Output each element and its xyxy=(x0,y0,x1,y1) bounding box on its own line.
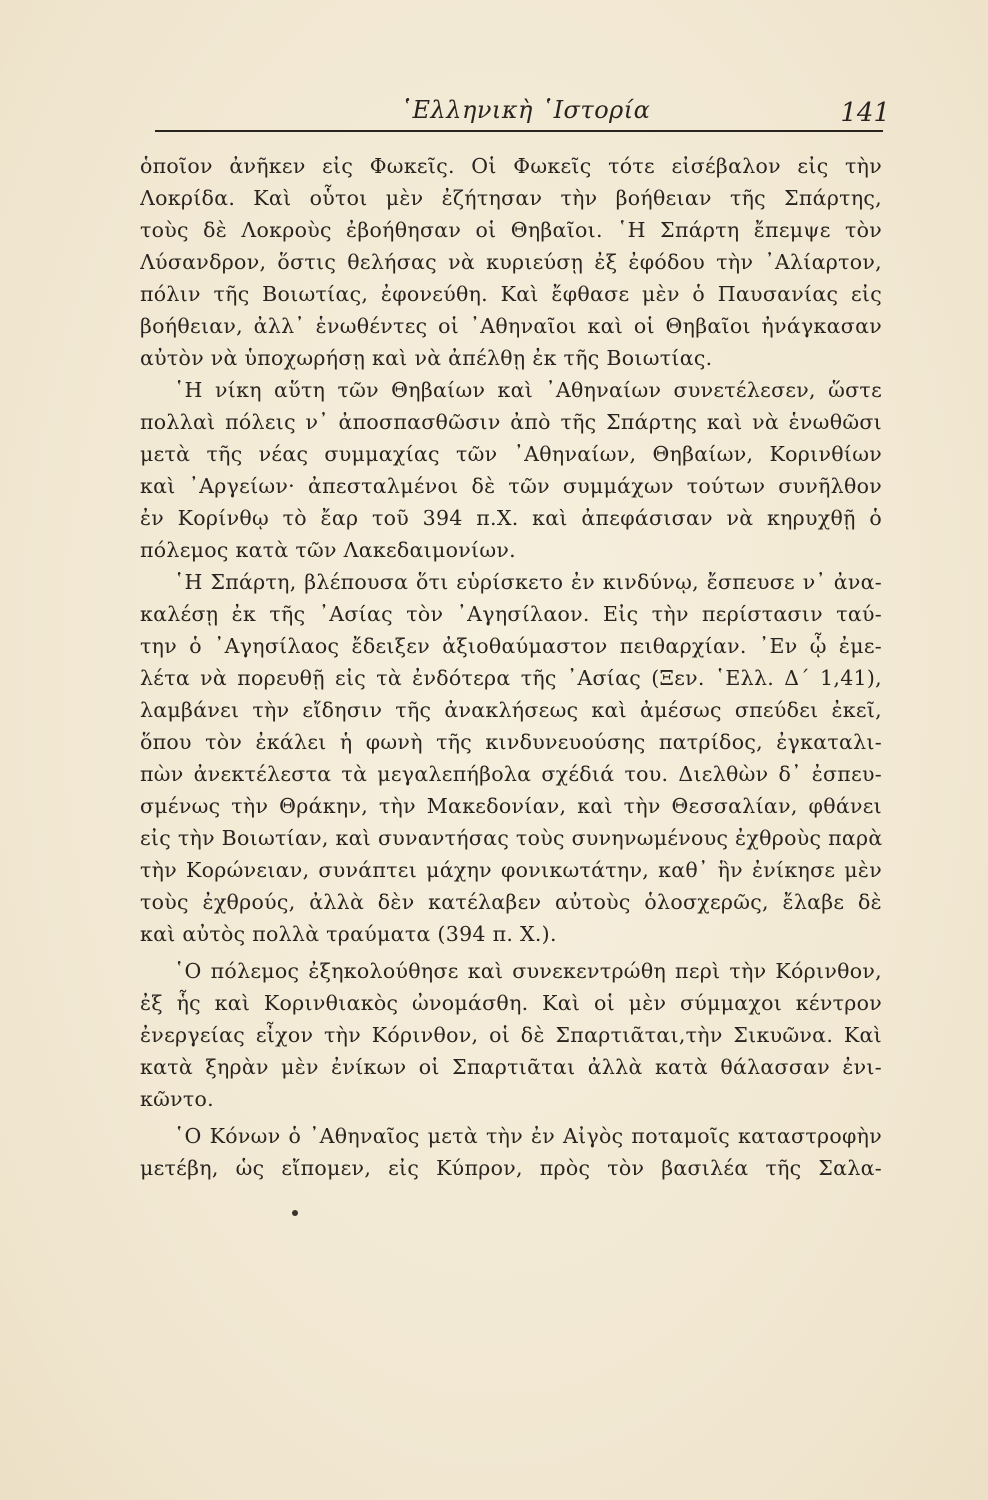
text-line: αὐτὸν νὰ ὑποχωρήσῃ καὶ νὰ ἀπέλθῃ ἐκ τῆς Βοιωτίας. xyxy=(140,346,713,370)
text-line: κατὰ ξηρὰν μὲν ἐνίκων οἱ Σπαρτιᾶται ἀλλὰ κατὰ θάλασσαν ἐνι- xyxy=(140,1055,882,1079)
body-text xyxy=(140,150,882,1184)
text-line: μετέβη, ὡς εἴπομεν, εἰς Κύπρον, πρὸς τὸν βασιλέα τῆς Σαλα- xyxy=(140,1156,882,1180)
text-line: μετὰ τῆς νέας συμμαχίας τῶν ᾿Αθηναίων, Θηβαίων, Κορινθίων xyxy=(140,442,882,466)
running-title: ῾Ελληνικὴ ῾Ιστορία xyxy=(400,96,651,124)
text-line: ὅπου τὸν ἐκάλει ἡ φωνὴ τῆς κινδυνευούσης πατρίδος, ἐγκαταλι- xyxy=(140,730,882,754)
text-line: πολλαὶ πόλεις ν᾿ ἀποσπασθῶσιν ἀπὸ τῆς Σπάρτης καὶ νὰ ἑνωθῶσι xyxy=(140,410,882,434)
ink-dot xyxy=(292,1210,298,1216)
paragraph-start: ῾Η νίκη αὕτη τῶν Θηβαίων καὶ ᾿Αθηναίων συνετέλεσεν, ὥστε xyxy=(174,378,882,402)
text-line: εἰς τὴν Βοιωτίαν, καὶ συναντήσας τοὺς συνηνωμένους ἐχθροὺς παρὰ xyxy=(140,826,882,850)
paragraph-start: ῾Ο Κόνων ὁ ᾿Αθηναῖος μετὰ τὴν ἐν Αἰγὸς ποταμοῖς καταστροφὴν xyxy=(174,1124,882,1148)
text-line: σμένως τὴν Θράκην, τὴν Μακεδονίαν, καὶ τὴν Θεσσαλίαν, φθάνει xyxy=(140,794,882,818)
text-line: καὶ ᾿Αργείων· ἀπεσταλμένοι δὲ τῶν συμμάχων τούτων συνῆλθον xyxy=(140,474,882,498)
text-line: τὴν Κορώνειαν, συνάπτει μάχην φονικωτάτην, καθ᾿ ἣν ἐνίκησε μὲν xyxy=(140,858,882,882)
text-line: κῶντο. xyxy=(140,1087,214,1111)
text-line: Λοκρίδα. Καὶ οὗτοι μὲν ἐζήτησαν τὴν βοήθειαν τῆς Σπάρτης, xyxy=(140,186,882,210)
text-line: ἐνεργείας εἶχον τὴν Κόρινθον, οἱ δὲ Σπαρτιᾶται,τὴν Σικυῶνα. Καὶ xyxy=(140,1023,882,1047)
text-line: πόλιν τῆς Βοιωτίας, ἐφονεύθη. Καὶ ἔφθασε μὲν ὁ Παυσανίας εἰς xyxy=(140,282,882,306)
paragraph-start: ῾Ο πόλεμος ἐξηκολούθησε καὶ συνεκεντρώθη περὶ τὴν Κόρινθον, xyxy=(174,959,882,983)
text-line: ἐξ ἧς καὶ Κορινθιακὸς ὠνομάσθη. Καὶ οἱ μὲν σύμμαχοι κέντρον xyxy=(140,991,882,1015)
text-line: πὼν ἀνεκτέλεστα τὰ μεγαλεπήβολα σχέδιά του. Διελθὼν δ᾿ ἐσπευ- xyxy=(140,762,882,786)
text-line: βοήθειαν, ἀλλ᾿ ἑνωθέντες οἱ ᾿Αθηναῖοι καὶ οἱ Θηβαῖοι ἠνάγκασαν xyxy=(140,314,882,338)
text-line: λέτα νὰ πορευθῇ εἰς τὰ ἐνδότερα τῆς ᾿Ασίας (Ξεν. ῾Ελλ. Δ΄ 1,41), xyxy=(140,666,882,690)
page-number: 141 xyxy=(840,98,890,128)
paragraph-start: ῾Η Σπάρτη, βλέπουσα ὅτι εὑρίσκετο ἐν κινδύνῳ, ἔσπευσε ν᾿ ἀνα- xyxy=(174,570,882,594)
text-line: ὁποῖον ἀνῆκεν εἰς Φωκεῖς. Οἱ Φωκεῖς τότε εἰσέβαλον εἰς τὴν xyxy=(140,154,882,178)
header-rule xyxy=(155,130,883,132)
text-line: καὶ αὐτὸς πολλὰ τραύματα (394 π. Χ.). xyxy=(140,922,557,946)
text-line: τοὺς ἐχθρούς, ἀλλὰ δὲν κατέλαβεν αὐτοὺς ὁλοσχερῶς, ἔλαβε δὲ xyxy=(140,890,882,914)
text-line: Λύσανδρον, ὅστις θελήσας νὰ κυριεύσῃ ἐξ ἐφόδου τὴν ᾿Αλίαρτον, xyxy=(140,250,882,274)
page-header xyxy=(155,96,890,132)
text-line: την ὁ ᾿Αγησίλαος ἔδειξεν ἀξιοθαύμαστον πειθαρχίαν. ᾿Εν ᾧ ἐμε- xyxy=(140,634,882,658)
text-line: λαμβάνει τὴν εἴδησιν τῆς ἀνακλήσεως καὶ ἀμέσως σπεύδει ἐκεῖ, xyxy=(140,698,882,722)
text-line: καλέσῃ ἐκ τῆς ᾿Ασίας τὸν ᾿Αγησίλαον. Εἰς τὴν περίστασιν ταύ- xyxy=(140,602,882,626)
text-line: πόλεμος κατὰ τῶν Λακεδαιμονίων. xyxy=(140,538,516,562)
text-line: ἐν Κορίνθῳ τὸ ἔαρ τοῦ 394 π.Χ. καὶ ἀπεφάσισαν νὰ κηρυχθῇ ὁ xyxy=(140,506,882,530)
text-line: τοὺς δὲ Λοκροὺς ἐβοήθησαν οἱ Θηβαῖοι. ῾Η Σπάρτη ἔπεμψε τὸν xyxy=(140,218,882,242)
